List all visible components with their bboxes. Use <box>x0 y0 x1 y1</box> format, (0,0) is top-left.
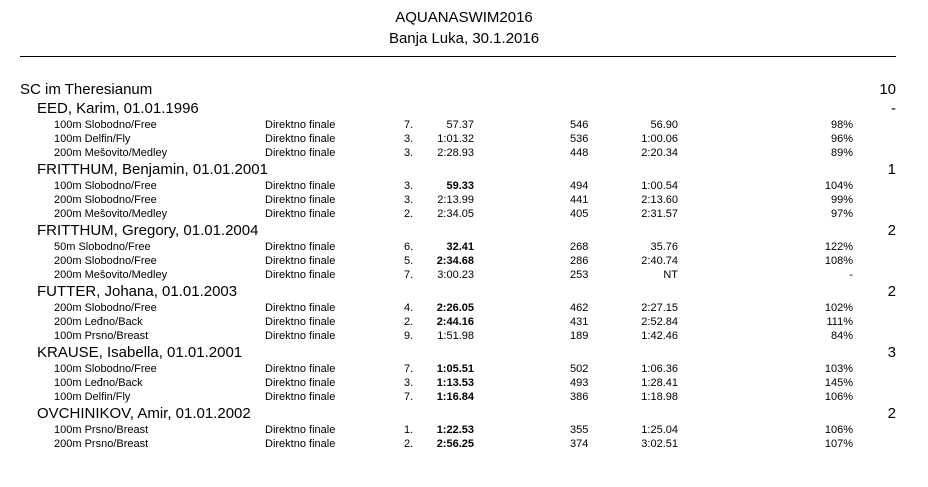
swimmer-header <box>0 343 928 362</box>
result-row <box>0 390 928 404</box>
fina-points: 374 <box>570 438 589 450</box>
place: 3. <box>404 147 414 159</box>
fina-points: 431 <box>570 316 589 328</box>
percent-of-entry: 122% <box>824 241 853 253</box>
swimmer-points: 1 <box>887 161 896 178</box>
club-header <box>0 80 928 99</box>
percent-of-entry: 84% <box>830 330 853 342</box>
fina-points: 268 <box>570 241 589 253</box>
percent-of-entry: 102% <box>824 302 853 314</box>
result-row <box>0 376 928 390</box>
place: 2. <box>404 438 414 450</box>
percent-of-entry: 106% <box>824 391 853 403</box>
result-time: 2:44.16 <box>436 316 474 328</box>
swimmer-header <box>0 221 928 240</box>
place: 7. <box>404 363 414 375</box>
swimmer-points: 2 <box>887 405 896 422</box>
result-time: 2:34.05 <box>437 208 474 220</box>
result-row <box>0 179 928 193</box>
fina-points: 189 <box>570 330 589 342</box>
result-row <box>0 254 928 268</box>
round-name: Direktno finale <box>265 438 336 450</box>
entry-time: 2:27.15 <box>641 302 678 314</box>
event-name: 100m Delfin/Fly <box>54 133 131 145</box>
entry-time: 56.90 <box>650 119 678 131</box>
results-report <box>0 80 928 451</box>
place: 2. <box>404 316 414 328</box>
round-name: Direktno finale <box>265 133 336 145</box>
round-name: Direktno finale <box>265 391 336 403</box>
entry-time: 1:25.04 <box>641 424 678 436</box>
swimmer-header <box>0 160 928 179</box>
place: 2. <box>404 208 414 220</box>
place: 7. <box>404 269 414 281</box>
place: 4. <box>404 302 414 314</box>
result-time: 32.41 <box>446 241 474 253</box>
fina-points: 462 <box>570 302 589 314</box>
event-name: 100m Delfin/Fly <box>54 391 131 403</box>
percent-of-entry: 111% <box>826 316 853 328</box>
result-row <box>0 362 928 376</box>
round-name: Direktno finale <box>265 377 336 389</box>
result-row <box>0 193 928 207</box>
place: 7. <box>404 391 414 403</box>
round-name: Direktno finale <box>265 180 336 192</box>
swimmer-name: KRAUSE, Isabella, 01.01.2001 <box>37 344 243 361</box>
swimmer-header <box>0 99 928 118</box>
header-divider <box>20 56 896 57</box>
event-name: 100m Leđno/Back <box>54 377 143 389</box>
place: 7. <box>404 119 414 131</box>
round-name: Direktno finale <box>265 194 336 206</box>
round-name: Direktno finale <box>265 241 336 253</box>
swimmer-header <box>0 404 928 423</box>
fina-points: 386 <box>570 391 589 403</box>
result-time: 2:13.99 <box>437 194 474 206</box>
event-name: 200m Prsno/Breast <box>54 438 149 450</box>
result-time: 2:28.93 <box>437 147 474 159</box>
event-name: 100m Prsno/Breast <box>54 330 149 342</box>
place: 9. <box>404 330 414 342</box>
entry-time: 2:31.57 <box>641 208 678 220</box>
place: 1. <box>404 424 414 436</box>
event-name: 100m Prsno/Breast <box>54 424 149 436</box>
result-time: 1:22.53 <box>436 424 474 436</box>
event-name: 50m Slobodno/Free <box>54 241 151 253</box>
fina-points: 448 <box>570 147 589 159</box>
percent-of-entry: 107% <box>824 438 853 450</box>
round-name: Direktno finale <box>265 119 336 131</box>
percent-of-entry: 98% <box>830 119 853 131</box>
swimmer-points: 3 <box>887 344 896 361</box>
result-time: 3:00.23 <box>437 269 474 281</box>
entry-time: 1:00.54 <box>641 180 678 192</box>
result-row <box>0 437 928 451</box>
percent-of-entry: 89% <box>830 147 853 159</box>
entry-time: 1:00.06 <box>641 133 678 145</box>
fina-points: 546 <box>570 119 589 131</box>
result-row <box>0 146 928 160</box>
round-name: Direktno finale <box>265 302 336 314</box>
result-row <box>0 118 928 132</box>
result-row <box>0 207 928 221</box>
percent-of-entry: 99% <box>830 194 853 206</box>
percent-of-entry: 96% <box>830 133 853 145</box>
event-name: 200m Slobodno/Free <box>54 194 157 206</box>
percent-of-entry: 104% <box>824 180 853 192</box>
entry-time: 1:42.46 <box>641 330 678 342</box>
percent-of-entry: 106% <box>824 424 853 436</box>
entry-time: 3:02.51 <box>641 438 678 450</box>
round-name: Direktno finale <box>265 424 336 436</box>
place: 3. <box>404 133 414 145</box>
result-row <box>0 240 928 254</box>
round-name: Direktno finale <box>265 255 336 267</box>
fina-points: 286 <box>570 255 589 267</box>
swimmer-name: FUTTER, Johana, 01.01.2003 <box>37 283 238 300</box>
swimmer-name: FRITTHUM, Benjamin, 01.01.2001 <box>37 161 268 178</box>
result-time: 1:51.98 <box>437 330 474 342</box>
entry-time: 35.76 <box>650 241 678 253</box>
swimmer-list <box>0 99 928 451</box>
club-name: SC im Theresianum <box>20 81 153 98</box>
result-row <box>0 329 928 343</box>
percent-of-entry: 97% <box>830 208 853 220</box>
result-row <box>0 268 928 282</box>
fina-points: 536 <box>570 133 589 145</box>
place: 3. <box>404 180 414 192</box>
result-time: 1:05.51 <box>436 363 474 375</box>
meet-title: AQUANASWIM2016 <box>395 9 533 26</box>
result-row <box>0 315 928 329</box>
entry-time: 1:06.36 <box>641 363 678 375</box>
round-name: Direktno finale <box>265 363 336 375</box>
percent-of-entry: 108% <box>824 255 853 267</box>
round-name: Direktno finale <box>265 269 336 281</box>
result-row <box>0 423 928 437</box>
swimmer-name: OVCHINIKOV, Amir, 01.01.2002 <box>37 405 251 422</box>
round-name: Direktno finale <box>265 208 336 220</box>
result-time: 2:26.05 <box>436 302 474 314</box>
swimmer-name: EED, Karim, 01.01.1996 <box>37 100 199 117</box>
percent-of-entry: 145% <box>824 377 853 389</box>
fina-points: 494 <box>570 180 589 192</box>
event-name: 100m Slobodno/Free <box>54 180 157 192</box>
percent-of-entry: 103% <box>824 363 853 375</box>
entry-time: 1:28.41 <box>641 377 678 389</box>
entry-time: 2:40.74 <box>641 255 678 267</box>
result-time: 1:13.53 <box>436 377 474 389</box>
place: 3. <box>404 377 414 389</box>
result-time: 2:34.68 <box>436 255 474 267</box>
event-name: 200m Mešovito/Medley <box>54 208 168 220</box>
fina-points: 502 <box>570 363 589 375</box>
swimmer-points: - <box>891 100 896 117</box>
entry-time: 2:13.60 <box>641 194 678 206</box>
result-time: 2:56.25 <box>436 438 474 450</box>
swimmer-points: 2 <box>887 222 896 239</box>
round-name: Direktno finale <box>265 316 336 328</box>
entry-time: 1:18.98 <box>641 391 678 403</box>
fina-points: 441 <box>570 194 589 206</box>
round-name: Direktno finale <box>265 330 336 342</box>
swimmer-name: FRITTHUM, Gregory, 01.01.2004 <box>37 222 259 239</box>
entry-time: NT <box>663 269 678 281</box>
result-time: 1:16.84 <box>436 391 474 403</box>
entry-time: 2:52.84 <box>641 316 678 328</box>
fina-points: 493 <box>570 377 589 389</box>
club-points: 10 <box>879 81 896 98</box>
result-row <box>0 301 928 315</box>
swimmer-points: 2 <box>887 283 896 300</box>
event-name: 200m Slobodno/Free <box>54 302 157 314</box>
event-name: 100m Slobodno/Free <box>54 119 157 131</box>
fina-points: 355 <box>570 424 589 436</box>
entry-time: 2:20.34 <box>641 147 678 159</box>
percent-of-entry: - <box>849 269 853 281</box>
event-name: 200m Leđno/Back <box>54 316 143 328</box>
result-time: 59.33 <box>446 180 474 192</box>
place: 3. <box>404 194 414 206</box>
event-name: 200m Mešovito/Medley <box>54 269 168 281</box>
result-time: 57.37 <box>446 119 474 131</box>
event-name: 100m Slobodno/Free <box>54 363 157 375</box>
place: 6. <box>404 241 414 253</box>
place: 5. <box>404 255 414 267</box>
result-row <box>0 132 928 146</box>
event-name: 200m Slobodno/Free <box>54 255 157 267</box>
result-time: 1:01.32 <box>437 133 474 145</box>
event-name: 200m Mešovito/Medley <box>54 147 168 159</box>
fina-points: 405 <box>570 208 589 220</box>
meet-subtitle: Banja Luka, 30.1.2016 <box>388 30 540 47</box>
swimmer-header <box>0 282 928 301</box>
round-name: Direktno finale <box>265 147 336 159</box>
fina-points: 253 <box>570 269 589 281</box>
